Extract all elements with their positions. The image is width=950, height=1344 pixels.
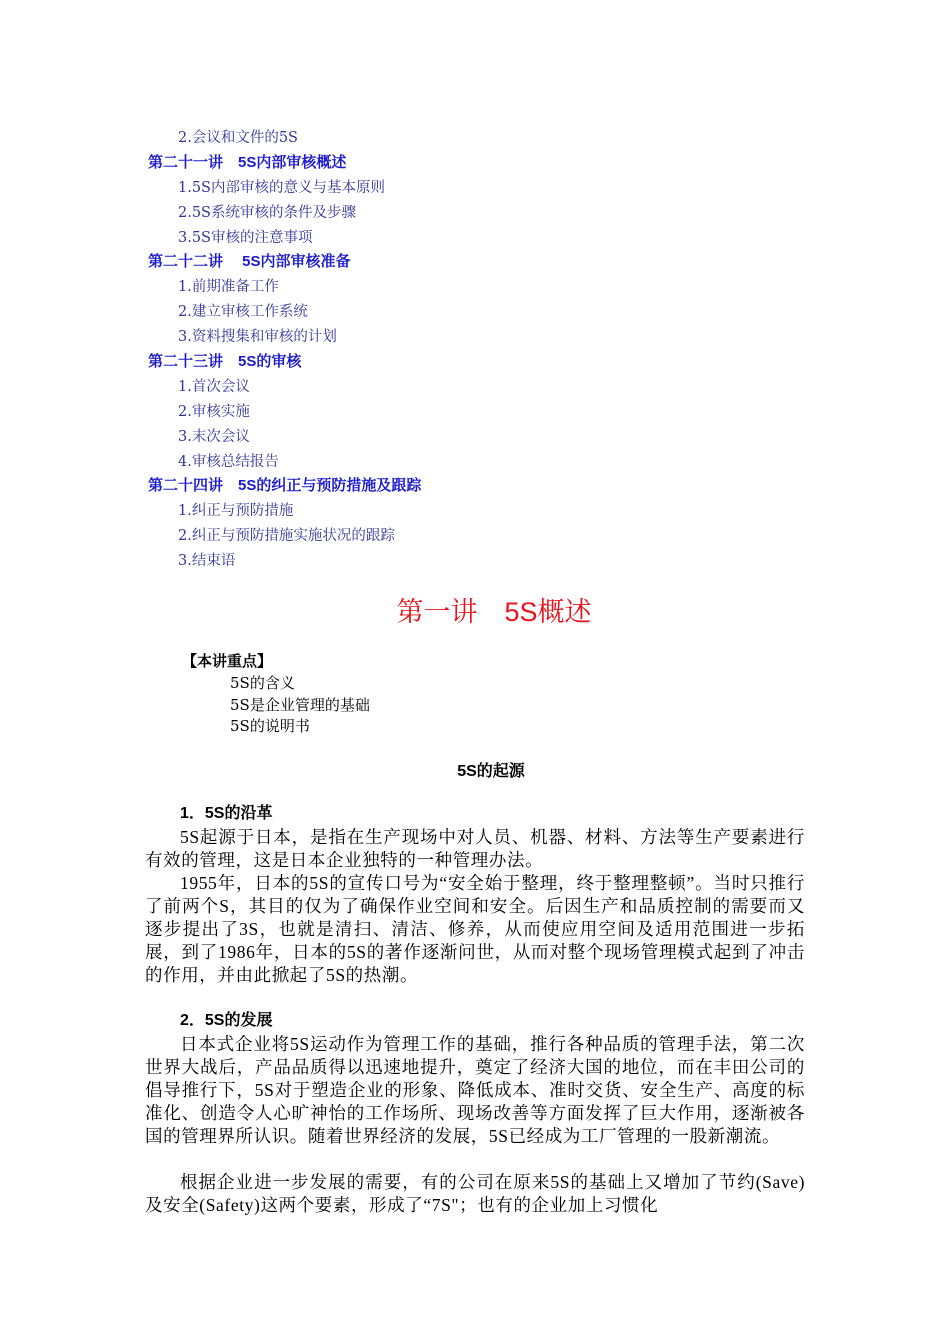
paragraph-origin: 5S起源于日本，是指在生产现场中对人员、机器、材料、方法等生产要素进行有效的管理，这是日本企业独特的一种管理办法。 <box>145 827 805 870</box>
toc-entry: 3.结束语 <box>178 553 236 570</box>
keypoint-item: 5S的说明书 <box>230 717 310 735</box>
toc-entry: 3.5S审核的注意事项 <box>178 229 313 246</box>
section-title: 5S的起源 <box>457 763 525 780</box>
paragraph-development: 日本式企业将5S运动作为管理工作的基础，推行各种品质的管理手法，第二次世界大战后，产品品质得以迅速地提升，奠定了经济大国的地位，而在丰田公司的倡导推行下，5S对于塑造企业的形象、降低成本、准时交货、安全生产、高度的标准化、创造令人心旷神怡的工作场所、现场改善等方面发挥了巨大作用，逐渐被各国的管理界所认识。随着世界经济的发展，5S已经成为工厂管理的一股新潮流。 <box>145 1034 805 1146</box>
paragraph-1955: 1955年，日本的5S的宣传口号为“安全始于整理，终于整理整顿”。当时只推行了前两个S，其目的仅为了确保作业空间和安全。后因生产和品质控制的需要而又逐步提出了3S，也就是清扫、清洁、修养，从而使应用空间及适用范围进一步拓展，到了1986年，日本的5S的著作逐渐问世，从而对整个现场管理模式起到了冲击的作用，并由此掀起了5S的热潮。 <box>145 873 805 985</box>
keypoint-item: 5S是企业管理的基础 <box>230 695 370 714</box>
toc-entry: 2.审核实施 <box>178 403 250 420</box>
toc-entry: 1.首次会议 <box>178 378 250 395</box>
toc-entry: 3.末次会议 <box>178 428 250 445</box>
toc-chapter-heading: 第二十三讲 5S的审核 <box>148 353 302 371</box>
toc-entry: 1.纠正与预防措施 <box>178 503 294 520</box>
toc-entry: 3.资料搜集和审核的计划 <box>178 329 337 346</box>
keypoint-item: 5S的含义 <box>230 674 295 692</box>
toc-entry: 1.前期准备工作 <box>178 279 279 296</box>
subsection-title-development: 2．5S的发展 <box>180 1012 273 1029</box>
lecture-title: 第一讲 5S概述 <box>396 597 592 627</box>
toc-entry: 2.5S系统审核的条件及步骤 <box>178 204 356 221</box>
toc-entry: 2.纠正与预防措施实施状况的跟踪 <box>178 528 395 545</box>
paragraph-7s: 根据企业进一步发展的需要，有的公司在原来5S的基础上又增加了节约(Save)及安全(Safety)这两个要素，形成了“7S"；也有的企业加上习惯化 <box>145 1172 805 1215</box>
toc-entry: 1.5S内部审核的意义与基本原则 <box>178 179 385 196</box>
table-of-contents <box>148 126 808 574</box>
toc-entry: 4.审核总结报告 <box>178 453 279 470</box>
keypoints-label: 【本讲重点】 <box>182 652 273 670</box>
toc-chapter-heading: 第二十二讲 5S内部审核准备 <box>148 253 351 271</box>
toc-entry: 2.会议和文件的5S <box>178 130 298 146</box>
toc-entry: 2.建立审核工作系统 <box>178 304 308 321</box>
keypoints-list <box>230 673 370 738</box>
subsection-title-history: 1．5S的沿革 <box>180 805 273 822</box>
toc-chapter-heading: 第二十四讲 5S的纠正与预防措施及跟踪 <box>148 477 422 495</box>
toc-chapter-heading: 第二十一讲 5S内部审核概述 <box>148 153 347 171</box>
